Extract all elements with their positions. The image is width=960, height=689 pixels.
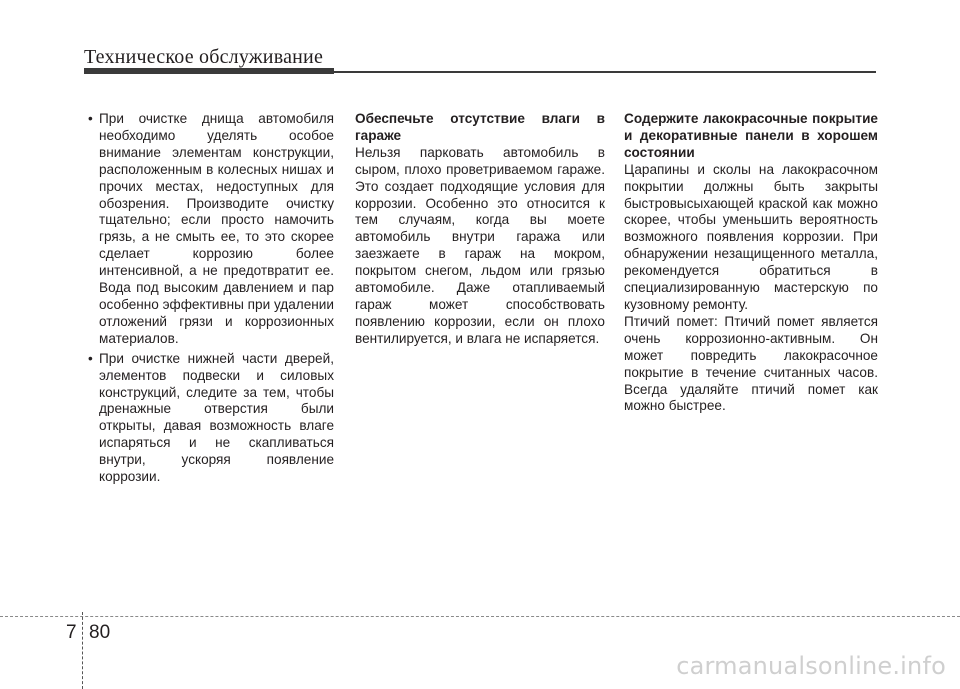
bullet-list — [89, 111, 334, 486]
header-rule-thin — [334, 71, 876, 73]
right-column — [624, 111, 878, 415]
list-item — [89, 351, 334, 486]
middle-column — [355, 111, 605, 348]
chapter-number: 7 — [66, 622, 77, 643]
section-heading-moisture: Обеспечьте отсутствие влаги в гараже — [355, 111, 605, 143]
watermark: carmanualsonline.info — [676, 652, 946, 680]
section-paragraph: Нельзя парковать автомобиль в сыром, плохо проветриваемом гараже. Это создает подходящие условия для коррозии. Особенно это относится к тем случаям, когда вы моете автомобиль внутри гаража или заезжаете в гараж на мокром, покрытом снегом, льдом или грязью автомобиле. Даже отапливаемый гараж может способствовать появлению коррозии, если он плохо вентилируется, и влага не испаряется. — [355, 144, 605, 346]
page-number: 80 — [89, 622, 111, 643]
page-header-title: Техническое обслуживание — [84, 46, 324, 68]
section-paragraph: Птичий помет: Птичий помет является очень коррозионно-активным. Он может повредить лакокрасочное покрытие в течение считанных часов. Всегда удаляйте птичий помет как можно быстрее. — [624, 313, 878, 414]
section-heading-paint: Содержите лакокрасочные покрытие и декоративные панели в хорошем состоянии — [624, 111, 878, 160]
bullet-text: При очистке нижней части дверей, элементов подвески и силовых конструкций, следите за тем, чтобы дренажные отверстия были открыты, давая возможность влаге испаряться и не скапливаться внутри, ускоряя появление коррозии. — [99, 350, 334, 485]
left-column — [89, 111, 334, 489]
section-paragraph: Царапины и сколы на лакокрасочном покрытии должны быть закрыты быстровысыхающей краской как можно скорее, чтобы уменьшить вероятность возможного появления коррозии. При обнаружении незащищенного металла, рекомендуется обратиться в специализированную мастерскую по кузовному ремонту. — [624, 161, 878, 312]
bullet-text: При очистке днища автомобиля необходимо уделять особое внимание элементам конструкции, расположенным в колесных нишах и прочих местах, недоступных для обозрения. Производите очистку тщательно; если просто намочить грязь, а не смыть ее, то это скорее сделает коррозию более интенсивной, а не предотвратит ее. Вода под высоким давлением и пар особенно эффективны при удалении отложений грязи и коррозионных материалов. — [99, 111, 334, 346]
bullet-icon: • — [88, 111, 93, 126]
header-rule-thick — [84, 68, 334, 74]
footer-divider — [0, 616, 960, 617]
footer-vertical-divider — [82, 612, 83, 689]
list-item — [89, 111, 334, 348]
bullet-icon: • — [88, 350, 93, 366]
